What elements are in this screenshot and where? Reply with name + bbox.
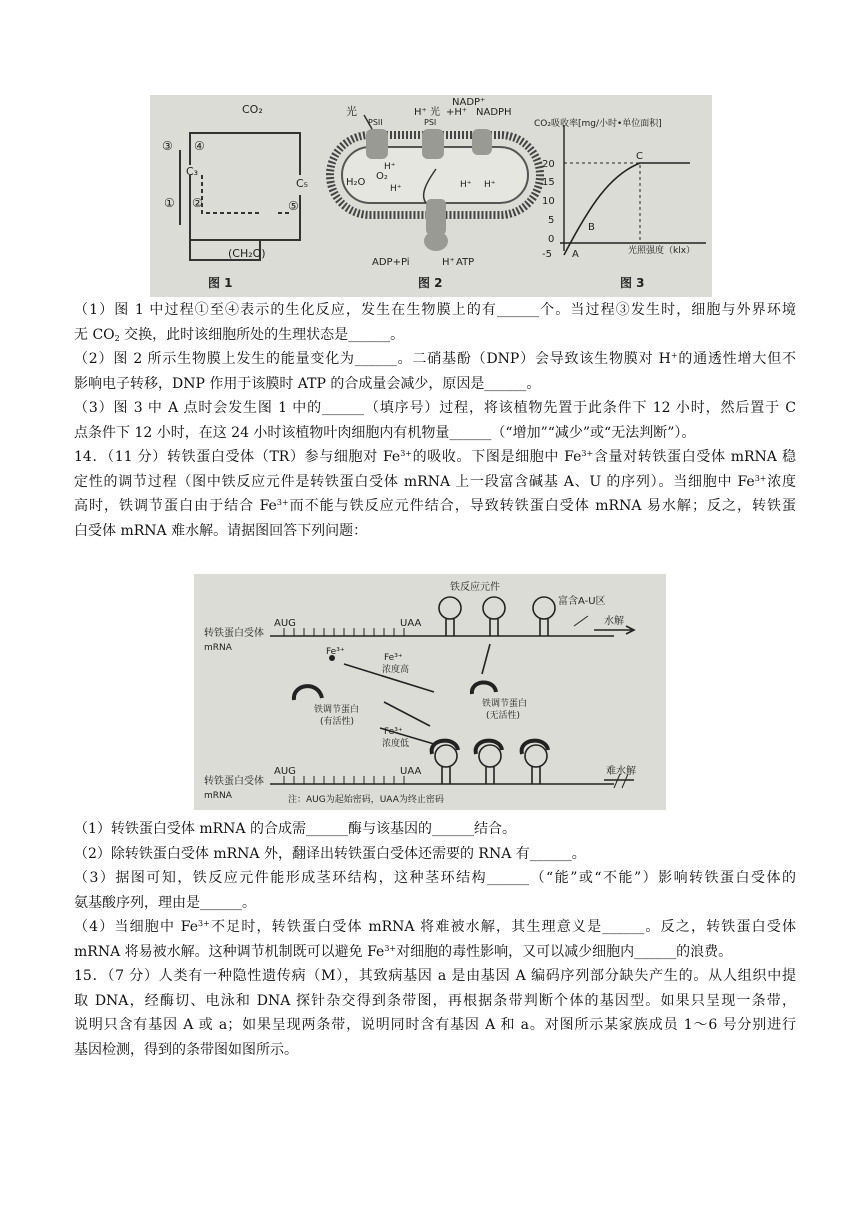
q14-line-3: 高时，铁调节蛋白由于结合 $Fe^{3+}$而不能与铁反应元件结合，导致转铁蛋白受体 mRNA 易水解；反之，转铁蛋 [74, 498, 796, 514]
fig3-tick-neg5: -5 [542, 249, 552, 260]
question-14-15-text [74, 817, 796, 1062]
top-mrna-label-2: mRNA [204, 643, 232, 653]
fig1-c5-label: C₅ [296, 177, 309, 190]
fe-label: Fe³⁺ [326, 647, 345, 657]
fig1-caption: 图 1 [208, 276, 233, 290]
figure-1-2-3-drawing [150, 95, 712, 297]
q15-line-3: 说明只含有基因 A 或 a；如果呈现两条带，说明同时含有基因 A 和 a。对图所示某家族成员 1～6 号分别进行 [74, 1017, 796, 1033]
q14-sub-4: （4）当细胞中 $Fe^{3+}$不足时，转铁蛋白受体 mRNA 将难被水解，其生理意义是______。反之，转铁蛋白受体 [74, 919, 797, 935]
q14-sub-4b: mRNA 将易被水解。这种调节机制既可以避免 $Fe^{3+}$对细胞的毒性影响，又可以减少细胞内______的浪费。 [74, 943, 733, 960]
fe-low-label-2: 浓度低 [382, 739, 410, 749]
q14-sub-1: （1）转铁蛋白受体 mRNA 的合成需______酶与该基因的______结合。 [74, 821, 516, 837]
q13-line-5: （3）图 3 中 A 点时会发生图 1 中的______（填序号）过程，将该植物先置于此条件下 12 小时，然后置于 C [74, 400, 796, 416]
fig1-step-1: ① [164, 196, 175, 210]
fig2-h2o-label: H₂O [346, 177, 366, 188]
fig1-step-4: ④ [194, 139, 205, 153]
fig2-adp-label: ADP+Pi [372, 257, 410, 268]
fig2-atp-label: ATP [456, 257, 475, 268]
q13-line-6: 点条件下 12 小时，在这 24 小时该植物叶肉细胞内有机物量______（“增加”“减少”或“无法判断”）。 [74, 424, 696, 441]
q13-line-1: （1）图 1 中过程①至④表示的生化反应，发生在生物膜上的有______个。当过程③发生时，细胞与外界环境 [74, 302, 796, 318]
fig2-atp-h-label: H⁺ [442, 257, 455, 268]
bottom-mrna-label-2: mRNA [204, 791, 232, 801]
figure-mrna-drawing [194, 574, 666, 810]
q14-line-4: 白受体 mRNA 难水解。请据图回答下列问题： [74, 522, 368, 539]
fig2-h-plus-label: +H⁺ [446, 107, 468, 118]
fig2-nadph-label: NADPH [476, 107, 512, 118]
fig2-light-label: 光 [346, 105, 357, 118]
figure-1-2-3 [150, 95, 712, 297]
top-uaa: UAA [400, 618, 422, 629]
fig2-psii-label: PSII [368, 118, 383, 127]
hydrolysis-label: 水解 [604, 616, 624, 627]
fig3-point-c: C [636, 151, 643, 162]
fig2-o2-label: O₂ [376, 171, 388, 182]
fig2-psi-label: PSI [424, 118, 437, 127]
figure-3-graph [560, 125, 706, 255]
fig3-tick-5: 5 [548, 215, 555, 226]
fig3-ylabel: CO₂吸收率[mg/小时•单位面积] [534, 119, 662, 129]
figure-mrna-regulation [194, 574, 666, 810]
fig3-point-a: A [572, 249, 579, 260]
q15-line-1: 15．（7 分）人类有一种隐性遗传病（M），其致病基因 a 是由基因 A 编码序列部分缺失产生的。从人组织中提 [74, 968, 796, 984]
question-13-text [74, 298, 796, 543]
q13-line-4: 影响电子转移，DNP 作用于该膜时 ATP 的合成量会减少，原因是______。 [74, 375, 541, 392]
fig2-caption: 图 2 [418, 276, 443, 290]
fig1-co2-label: CO₂ [242, 103, 263, 116]
bottom-uaa: UAA [400, 766, 422, 777]
bottom-mrna-label: 转铁蛋白受体 [204, 776, 264, 787]
top-aug: AUG [274, 618, 296, 629]
fig3-tick-10: 10 [542, 196, 555, 207]
fe-high-label-1: Fe³⁺ [384, 653, 403, 663]
q14-sub-3b: 氨基酸序列，理由是______。 [74, 894, 256, 911]
fig1-step-5: ⑤ [288, 199, 299, 213]
iron-response-element-label: 铁反应元件 [450, 582, 500, 593]
fig1-step-2: ② [192, 196, 203, 210]
au-rich-label: 富含A-U区 [558, 596, 606, 607]
fig2-h-b: H⁺ [460, 180, 472, 190]
bottom-aug: AUG [274, 766, 296, 777]
fig2-nadp-label: NADP⁺ [452, 97, 486, 108]
fig3-tick-15: 15 [542, 177, 555, 188]
top-mrna-label: 转铁蛋白受体 [204, 628, 264, 639]
q14-line-1: 14．（11 分）转铁蛋白受体（TR）参与细胞对 $Fe^{3+}$的吸收。下图是细胞中 $Fe^{3+}$含量对转铁蛋白受体 mRNA 稳 [74, 449, 797, 465]
fe-low-label-1: Fe³⁺ [384, 727, 403, 737]
fig2-h-c: H⁺ [484, 180, 496, 190]
no-hydrolysis-label: 难水解 [606, 766, 636, 777]
fig1-step-3: ③ [162, 139, 173, 153]
fig2-h-d: H⁺ [384, 162, 396, 172]
fig3-tick-20: 20 [542, 159, 555, 170]
fig2-h-a: H⁺ [390, 184, 402, 194]
active-protein-label-2: (有活性) [320, 717, 355, 727]
fig1-ch2o-label: (CH₂O) [228, 247, 266, 260]
inactive-protein-label-1: 铁调节蛋白 [482, 699, 528, 709]
inactive-protein-label-2: (无活性) [486, 711, 521, 721]
q13-line-3: （2）图 2 所示生物膜上发生的能量变化为______。二硝基酚（DNP）会导致该生物膜对 H+的通透性增大但不 [74, 351, 796, 367]
fig3-caption: 图 3 [620, 276, 645, 290]
fe-high-label-2: 浓度高 [382, 665, 410, 675]
active-protein-label-1: 铁调节蛋白 [314, 705, 360, 715]
q14-sub-2: （2）除转铁蛋白受体 mRNA 外，翻译出转铁蛋白受体还需要的 RNA 有______。 [74, 845, 586, 862]
q15-line-4: 基因检测，得到的条带图如图所示。 [74, 1041, 298, 1058]
q15-line-2: 取 DNA，经酶切、电泳和 DNA 探针杂交得到条带图，再根据条带判断个体的基因型。如果只呈现一条带， [74, 992, 796, 1009]
fig3-tick-0: 0 [548, 234, 555, 245]
fig3-xlabel: 光照强度（klx） [628, 246, 696, 256]
fig2-h-light-label: H⁺ 光 [414, 107, 440, 118]
fig1-c3-label: C₃ [186, 165, 199, 178]
q13-line-2: 无 $CO_2$ 交换，此时该细胞所处的生理状态是______。 [74, 326, 405, 343]
q14-sub-3: （3）据图可知，铁反应元件能形成茎环结构，这种茎环结构______（“能”或“不能”）影响转铁蛋白受体的 [74, 870, 796, 886]
q14-line-2: 定性的调节过程（图中铁反应元件是转铁蛋白受体 mRNA 上一段富含碱基 A、U 的序列）。当细胞中 $Fe^{3+}$浓度 [74, 473, 797, 490]
fig3-point-b: B [588, 222, 595, 233]
figure-note: 注：AUG为起始密码，UAA为终止密码 [288, 795, 444, 805]
bottom-mrna-strand [270, 745, 634, 788]
